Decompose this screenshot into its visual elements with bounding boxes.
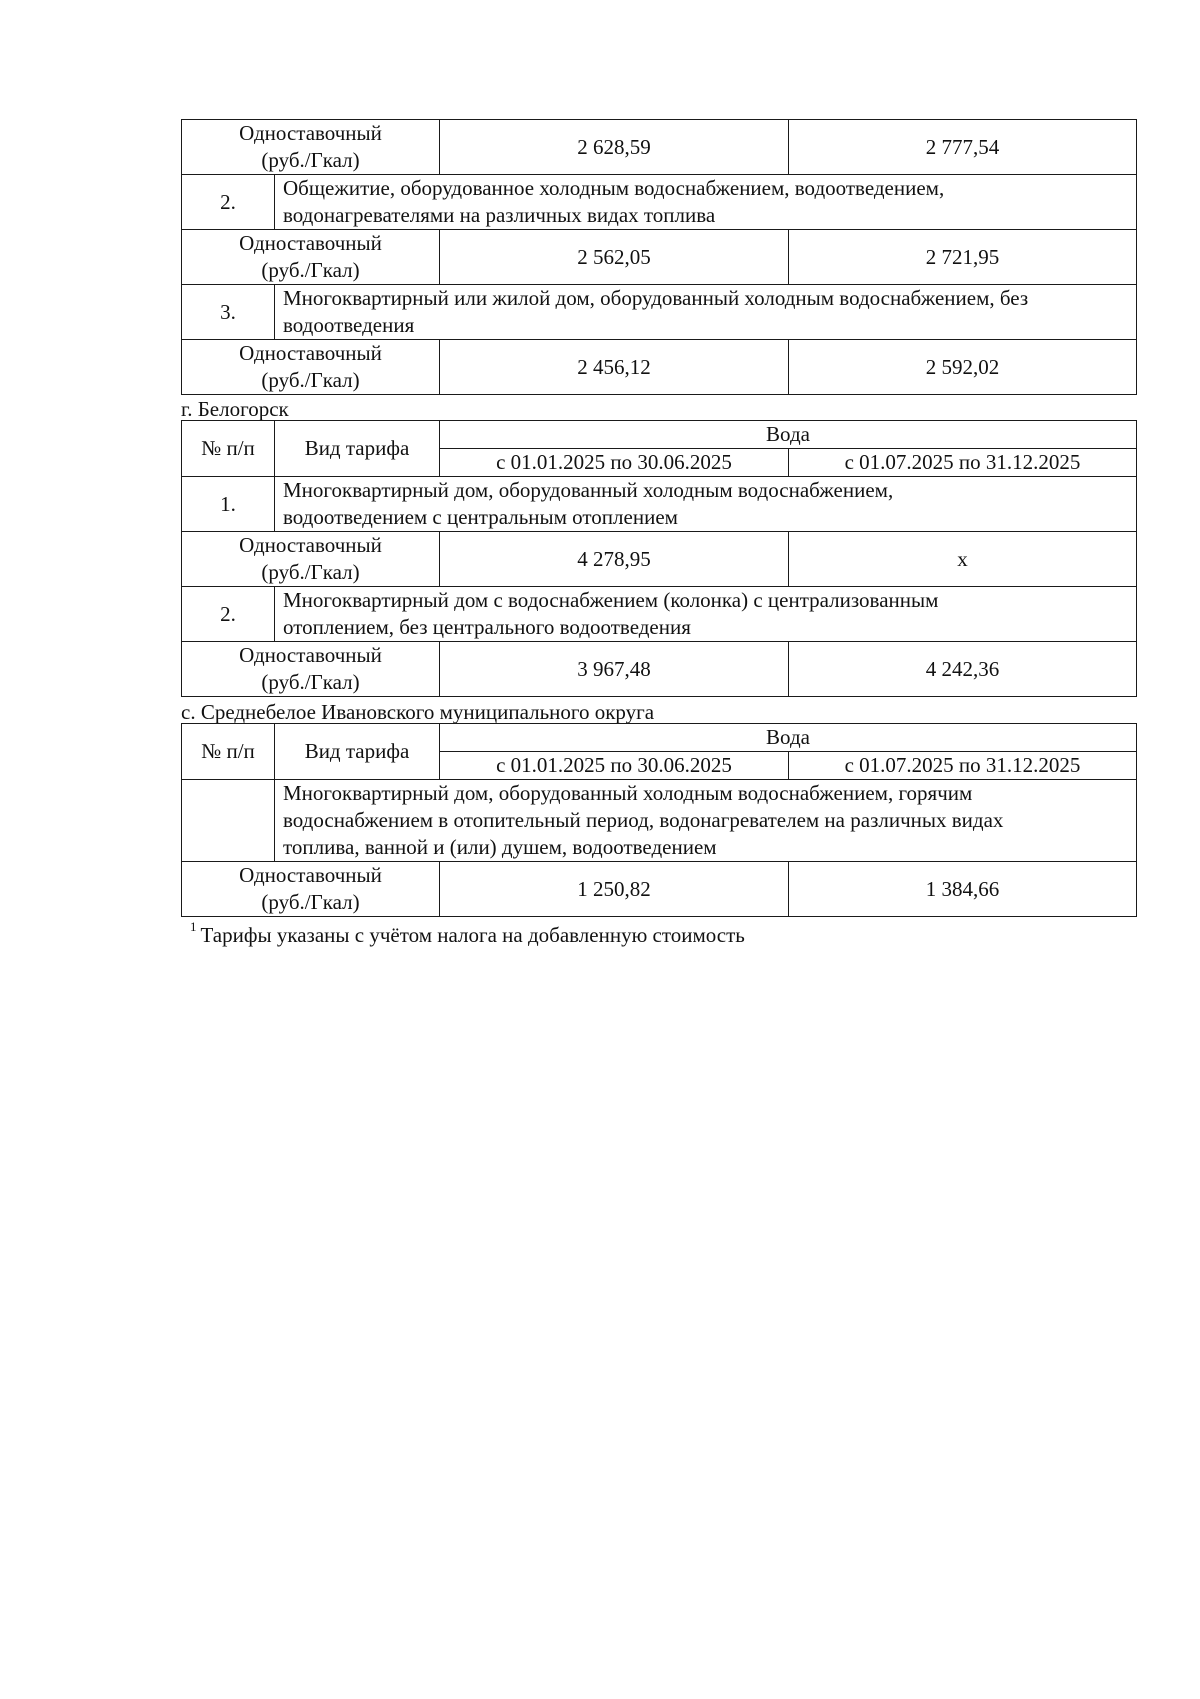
row-number: 3. [182, 285, 275, 340]
column-header-period-1: с 01.01.2025 по 30.06.2025 [440, 449, 789, 477]
value-cell: 2 592,02 [789, 340, 1137, 395]
header-row [182, 724, 1137, 752]
tariff-kind-cell: Одноставочный (руб./Гкал) [182, 340, 440, 395]
tariff-table-belogorsk [181, 420, 1137, 697]
row-number: 2. [182, 175, 275, 230]
value-cell: 3 967,48 [440, 642, 789, 697]
tariff-table-srednebeloe [181, 723, 1137, 917]
tariff-kind-cell: Одноставочный (руб./Гкал) [182, 230, 440, 285]
value-cell: 4 242,36 [789, 642, 1137, 697]
row-number [182, 780, 275, 862]
column-group-header: Вода [440, 421, 1137, 449]
footnote [190, 918, 745, 947]
value-cell: 2 562,05 [440, 230, 789, 285]
category-description: Многоквартирный или жилой дом, оборудованный холодным водоснабжением, без водоотведения [275, 285, 1137, 340]
table-row [182, 477, 1137, 532]
value-cell: 1 384,66 [789, 862, 1137, 917]
table-row [182, 285, 1137, 340]
header-row [182, 421, 1137, 449]
tariff-kind-cell: Одноставочный (руб./Гкал) [182, 642, 440, 697]
value-cell: 2 456,12 [440, 340, 789, 395]
tariff-table-continued [181, 119, 1137, 395]
value-cell: 1 250,82 [440, 862, 789, 917]
table-row [182, 175, 1137, 230]
category-description: Многоквартирный дом с водоснабжением (колонка) с централизованным отоплением, без центрального водоотведения [275, 587, 1137, 642]
value-cell: 2 777,54 [789, 120, 1137, 175]
section-caption: г. Белогорск [181, 397, 289, 421]
section-caption: с. Среднебелое Ивановского муниципального округа [181, 700, 655, 724]
column-header-kind: Вид тарифа [275, 421, 440, 477]
tariff-kind-cell: Одноставочный (руб./Гкал) [182, 120, 440, 175]
column-header-number: № п/п [182, 421, 275, 477]
row-number: 1. [182, 477, 275, 532]
table-row [182, 587, 1137, 642]
value-cell: 2 628,59 [440, 120, 789, 175]
table-row [182, 120, 1137, 175]
category-description: Общежитие, оборудованное холодным водоснабжением, водоотведением, водонагревателями на различных видах топлива [275, 175, 1137, 230]
row-number: 2. [182, 587, 275, 642]
footnote-text: Тарифы указаны с учётом налога на добавленную стоимость [200, 923, 745, 947]
value-cell: 4 278,95 [440, 532, 789, 587]
table-row [182, 532, 1137, 587]
table-row [182, 862, 1137, 917]
table-row [182, 780, 1137, 862]
value-cell: x [789, 532, 1137, 587]
column-header-period-2: с 01.07.2025 по 31.12.2025 [789, 449, 1137, 477]
table-row [182, 340, 1137, 395]
value-cell: 2 721,95 [789, 230, 1137, 285]
table-row [182, 230, 1137, 285]
column-header-period-2: с 01.07.2025 по 31.12.2025 [789, 752, 1137, 780]
tariff-kind-cell: Одноставочный (руб./Гкал) [182, 532, 440, 587]
column-header-period-1: с 01.01.2025 по 30.06.2025 [440, 752, 789, 780]
tariff-kind-cell: Одноставочный (руб./Гкал) [182, 862, 440, 917]
column-group-header: Вода [440, 724, 1137, 752]
table-row [182, 642, 1137, 697]
footnote-mark: 1 [190, 919, 197, 934]
column-header-number: № п/п [182, 724, 275, 780]
category-description: Многоквартирный дом, оборудованный холодным водоснабжением, водоотведением с центральным отоплением [275, 477, 1137, 532]
column-header-kind: Вид тарифа [275, 724, 440, 780]
category-description: Многоквартирный дом, оборудованный холодным водоснабжением, горячим водоснабжением в отопительный период, водонагревателем на различных видах топлива, ванной и (или) душем, водоотведением [275, 780, 1137, 862]
